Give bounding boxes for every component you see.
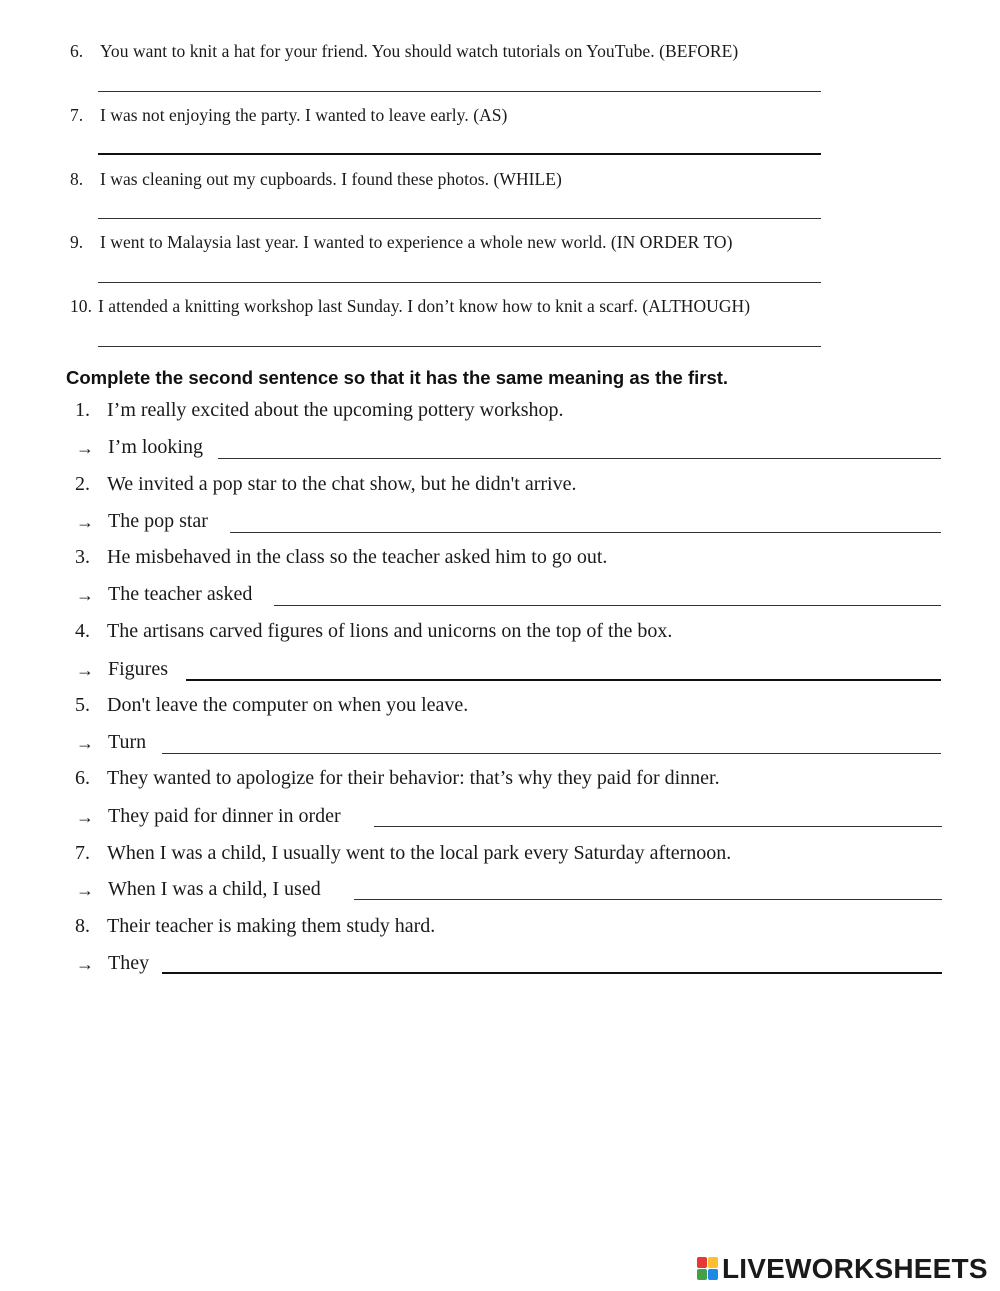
question-text: I was not enjoying the party. I wanted to leave early. (AS): [100, 105, 508, 125]
item-2-answer: [76, 510, 208, 533]
question-6: [70, 41, 738, 62]
arrow-icon: →: [76, 660, 94, 680]
section-heading: Complete the second sentence so that it has the same meaning as the first.: [66, 367, 729, 388]
original-sentence: He misbehaved in the class so the teacher asked him to go out.: [107, 546, 608, 568]
item-7-sentence: [75, 842, 731, 865]
original-sentence: The artisans carved figures of lions and unicorns on the top of the box.: [107, 620, 673, 642]
item-8-sentence: [75, 915, 435, 938]
item-7-answer: [76, 878, 321, 901]
answer-line-4[interactable]: [186, 679, 941, 681]
answer-line-3[interactable]: [274, 605, 941, 606]
answer-line-7[interactable]: [354, 899, 942, 900]
answer-lead: The pop star: [108, 510, 208, 532]
item-number: 8.: [75, 915, 90, 937]
answer-lead: Turn: [108, 731, 147, 753]
question-number: 8.: [70, 169, 84, 189]
question-number: 9.: [70, 232, 84, 252]
answer-lead: They: [108, 952, 150, 974]
question-9: [70, 232, 732, 253]
item-2-sentence: [75, 473, 576, 496]
arrow-icon: →: [76, 880, 94, 900]
item-1-answer: [76, 436, 203, 459]
answer-lead: When I was a child, I used: [108, 878, 321, 900]
answer-lead: I’m looking: [108, 436, 203, 458]
item-8-answer: [76, 952, 149, 975]
item-3-sentence: [75, 546, 607, 569]
arrow-icon: →: [76, 438, 94, 458]
answer-line-2[interactable]: [230, 532, 941, 533]
original-sentence: Don't leave the computer on when you leave.: [107, 694, 469, 716]
question-text: I attended a knitting workshop last Sunday. I don’t know how to knit a scarf. (ALTHOUGH): [98, 296, 751, 316]
question-text: You want to knit a hat for your friend. You should watch tutorials on YouTube. (BEFORE): [100, 41, 739, 61]
liveworksheets-logo: [697, 1252, 988, 1286]
answer-line-8[interactable]: [162, 972, 942, 974]
arrow-icon: →: [76, 585, 94, 605]
item-6-answer: [76, 805, 341, 828]
answer-line-10[interactable]: [98, 346, 821, 347]
arrow-icon: →: [76, 733, 94, 753]
answer-line-6[interactable]: [98, 91, 821, 92]
question-10: [70, 296, 750, 317]
answer-lead: Figures: [108, 658, 168, 680]
arrow-icon: →: [76, 512, 94, 532]
answer-line-6[interactable]: [374, 826, 942, 827]
logo-text: LIVEWORKSHEETS: [722, 1253, 988, 1284]
logo-mark-icon: [697, 1257, 719, 1281]
answer-lead: The teacher asked: [108, 583, 253, 605]
item-4-sentence: [75, 620, 672, 643]
question-number: 7.: [70, 105, 84, 125]
original-sentence: I’m really excited about the upcoming pottery workshop.: [107, 399, 564, 421]
question-text: I was cleaning out my cupboards. I found these photos. (WHILE): [100, 169, 562, 189]
answer-line-1[interactable]: [218, 458, 941, 459]
item-number: 4.: [75, 620, 90, 642]
original-sentence: We invited a pop star to the chat show, but he didn't arrive.: [107, 473, 577, 495]
answer-line-9[interactable]: [98, 282, 821, 283]
item-4-answer: [76, 658, 168, 681]
item-1-sentence: [75, 399, 564, 422]
answer-line-8[interactable]: [98, 218, 821, 219]
item-3-answer: [76, 583, 252, 606]
item-number: 6.: [75, 767, 90, 789]
item-number: 3.: [75, 546, 90, 568]
arrow-icon: →: [76, 807, 94, 827]
original-sentence: They wanted to apologize for their behavior: that’s why they paid for dinner.: [107, 767, 720, 789]
question-number: 10.: [70, 296, 93, 316]
question-text: I went to Malaysia last year. I wanted to experience a whole new world. (IN ORDER TO): [100, 232, 733, 252]
item-5-answer: [76, 731, 146, 754]
item-number: 2.: [75, 473, 90, 495]
question-8: [70, 169, 562, 190]
answer-lead: They paid for dinner in order: [108, 805, 341, 827]
item-6-sentence: [75, 767, 720, 790]
item-number: 7.: [75, 842, 90, 864]
arrow-icon: →: [76, 954, 94, 974]
answer-line-7[interactable]: [98, 153, 821, 155]
answer-line-5[interactable]: [162, 753, 941, 754]
item-number: 5.: [75, 694, 90, 716]
item-5-sentence: [75, 694, 468, 717]
question-7: [70, 105, 507, 126]
original-sentence: When I was a child, I usually went to the local park every Saturday afternoon.: [107, 842, 732, 864]
question-number: 6.: [70, 41, 84, 61]
item-number: 1.: [75, 399, 90, 421]
original-sentence: Their teacher is making them study hard.: [107, 915, 436, 937]
